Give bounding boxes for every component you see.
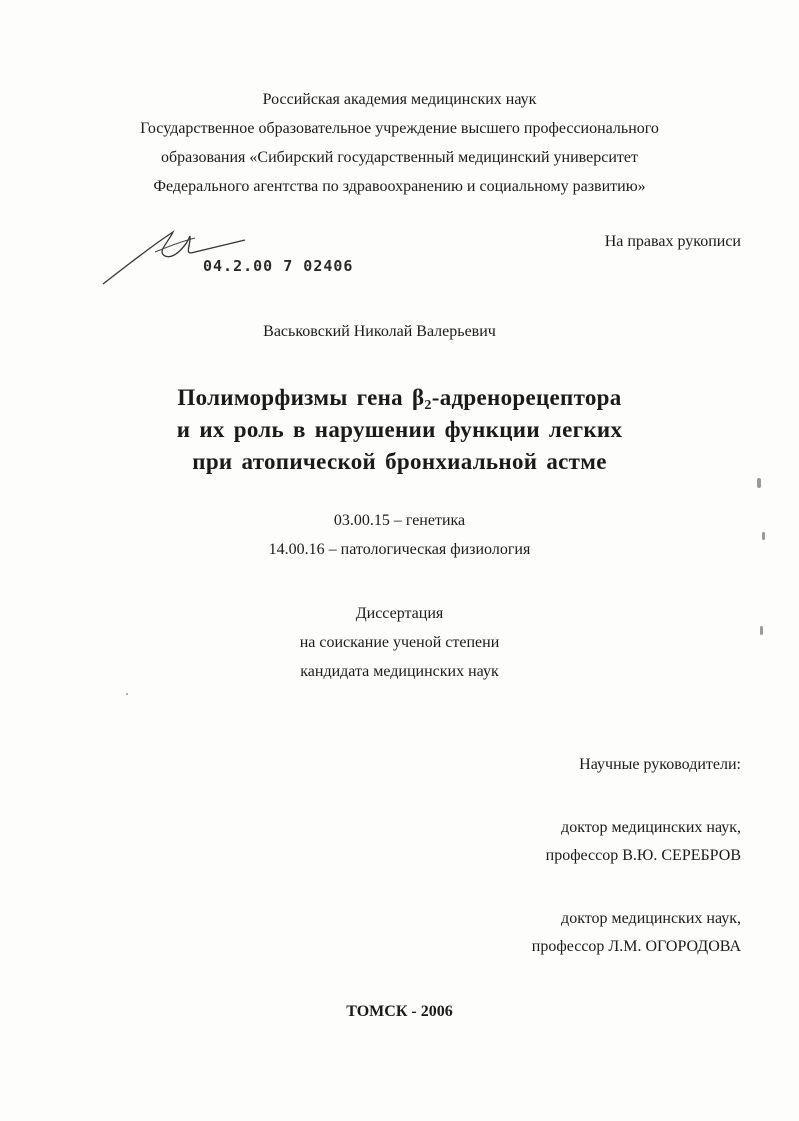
supervisors-heading: Научные руководители: bbox=[579, 756, 741, 773]
scan-speck bbox=[757, 478, 761, 488]
supervisor1-title: доктор медицинских наук, bbox=[561, 819, 741, 836]
title-line1-sub: 2 bbox=[424, 398, 432, 413]
thesis-title-line3: при атопической бронхиальной астме bbox=[192, 449, 607, 474]
degree-type: Диссертация bbox=[355, 605, 444, 622]
title-line1-post: -адренорецептора bbox=[431, 385, 622, 410]
degree-level: кандидата медицинских наук bbox=[300, 663, 499, 680]
registration-stamp: 04.2.00 7 02406 bbox=[203, 257, 354, 275]
specialty-genetics: 03.00.15 – генетика bbox=[333, 512, 466, 529]
degree-purpose: на соискание ученой степени bbox=[299, 634, 500, 651]
specialty-physiology: 14.00.16 – патологическая физиология bbox=[268, 541, 531, 558]
header-academy: Российская академия медицинских наук bbox=[262, 91, 537, 108]
scan-speck bbox=[762, 532, 765, 540]
supervisor2-title: доктор медицинских наук, bbox=[561, 910, 741, 927]
scan-speck bbox=[760, 626, 763, 635]
title-line1-pre: Полиморфизмы гена β bbox=[177, 385, 425, 410]
thesis-title-line2: и их роль в нарушении функции легких bbox=[176, 417, 623, 442]
header-institution: Государственное образовательное учреждение высшего профессионального bbox=[140, 120, 659, 137]
supervisor1-name: профессор В.Ю. СЕРЕБРОВ bbox=[545, 847, 741, 864]
thesis-title-line1 bbox=[0, 384, 799, 420]
city-year: ТОМСК - 2006 bbox=[346, 1003, 453, 1020]
supervisor2-name: профессор Л.М. ОГОРОДОВА bbox=[531, 938, 741, 955]
header-agency: Федерального агентства по здравоохранению и социальному развитию» bbox=[153, 178, 646, 195]
scan-speck bbox=[126, 693, 128, 695]
header-university: образования «Сибирский государственный медицинский университет bbox=[161, 149, 638, 166]
author-name: Васьковский Николай Валерьевич bbox=[263, 323, 496, 340]
manuscript-rights: На правах рукописи bbox=[604, 233, 741, 250]
